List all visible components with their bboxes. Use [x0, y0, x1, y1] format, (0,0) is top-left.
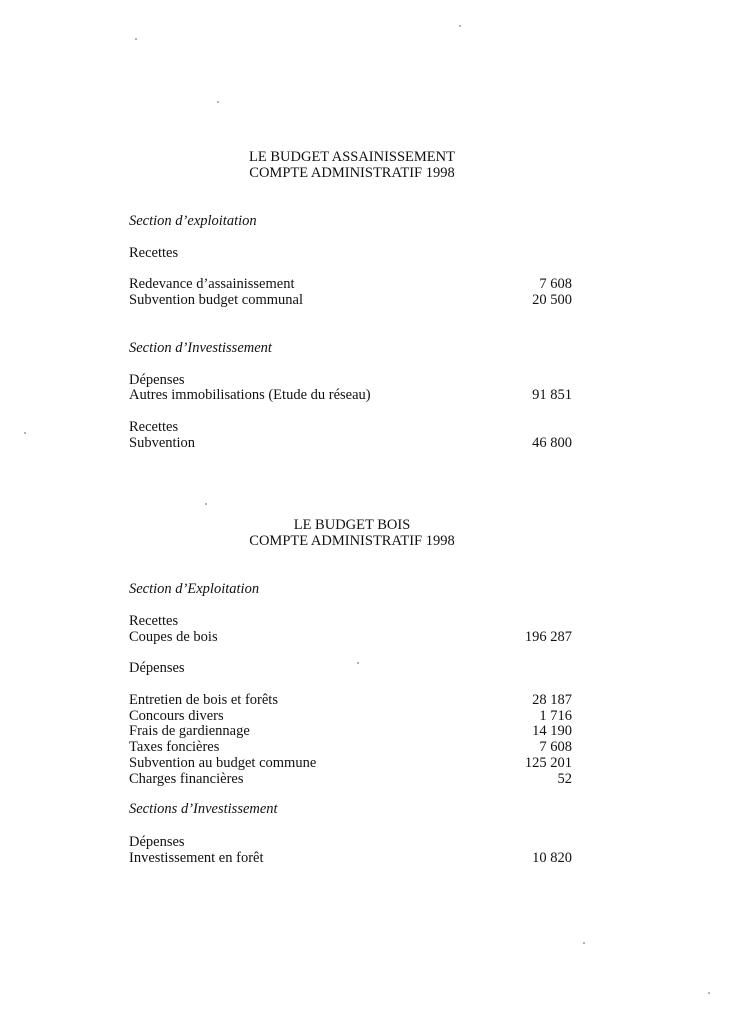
budget-line-label: Frais de gardiennage [129, 723, 250, 739]
budget-line-value: 20 500 [532, 292, 572, 308]
budget-line-value: 196 287 [524, 629, 572, 645]
assainissement-investissement-heading: Section d’Investissement [129, 340, 272, 356]
bois-exploitation-recettes-label: Recettes [129, 613, 179, 629]
budget-line-label: Subvention budget communal [129, 292, 303, 308]
budget-line-label: Coupes de bois [129, 629, 218, 645]
budget-line-value: 7 608 [539, 739, 572, 755]
budget-line-label: Autres immobilisations (Etude du réseau) [129, 387, 371, 403]
assainissement-investissement-depenses-label: Dépenses [129, 372, 185, 388]
assainissement-investissement-recettes-label: Recettes [129, 419, 179, 435]
budget-line-label: Subvention [129, 435, 196, 451]
budget-line-label: Redevance d’assainissement [129, 276, 295, 292]
budget-line-value: 10 820 [532, 850, 572, 866]
bois-exploitation-depenses-label: Dépenses [129, 660, 185, 676]
budget-line-value: 28 187 [532, 692, 572, 708]
bois-investissement-heading: Sections d’Investissement [129, 801, 278, 817]
bois-title: LE BUDGET BOIS [293, 517, 411, 533]
scan-speck [708, 992, 710, 994]
budget-line-label: Entretien de bois et forêts [129, 692, 278, 708]
budget-line-label: Concours divers [129, 708, 224, 724]
budget-line-label: Charges financières [129, 771, 244, 787]
scan-speck [459, 25, 461, 27]
budget-line-value: 14 190 [532, 723, 572, 739]
scan-speck [583, 942, 585, 944]
bois-investissement-depenses-label: Dépenses [129, 834, 185, 850]
budget-line-value: 46 800 [532, 435, 572, 451]
scan-speck [357, 662, 359, 664]
scan-speck [205, 503, 207, 505]
assainissement-exploitation-heading: Section d’exploitation [129, 213, 257, 229]
scan-speck [217, 101, 219, 103]
bois-exploitation-heading: Section d’Exploitation [129, 581, 260, 597]
budget-line-value: 1 716 [539, 708, 572, 724]
scan-speck [24, 432, 26, 434]
budget-line-value: 91 851 [532, 387, 572, 403]
budget-line-label: Subvention au budget commune [129, 755, 317, 771]
bois-subtitle: COMPTE ADMINISTRATIF 1998 [249, 533, 455, 549]
assainissement-exploitation-recettes-label: Recettes [129, 245, 179, 261]
assainissement-subtitle: COMPTE ADMINISTRATIF 1998 [249, 165, 455, 181]
budget-line-label: Investissement en forêt [129, 850, 264, 866]
budget-line-label: Taxes foncières [129, 739, 220, 755]
budget-line-value: 52 [557, 771, 572, 787]
budget-line-value: 7 608 [539, 276, 572, 292]
scan-speck [135, 38, 137, 40]
assainissement-title: LE BUDGET ASSAINISSEMENT [249, 149, 455, 165]
budget-line-value: 125 201 [524, 755, 572, 771]
